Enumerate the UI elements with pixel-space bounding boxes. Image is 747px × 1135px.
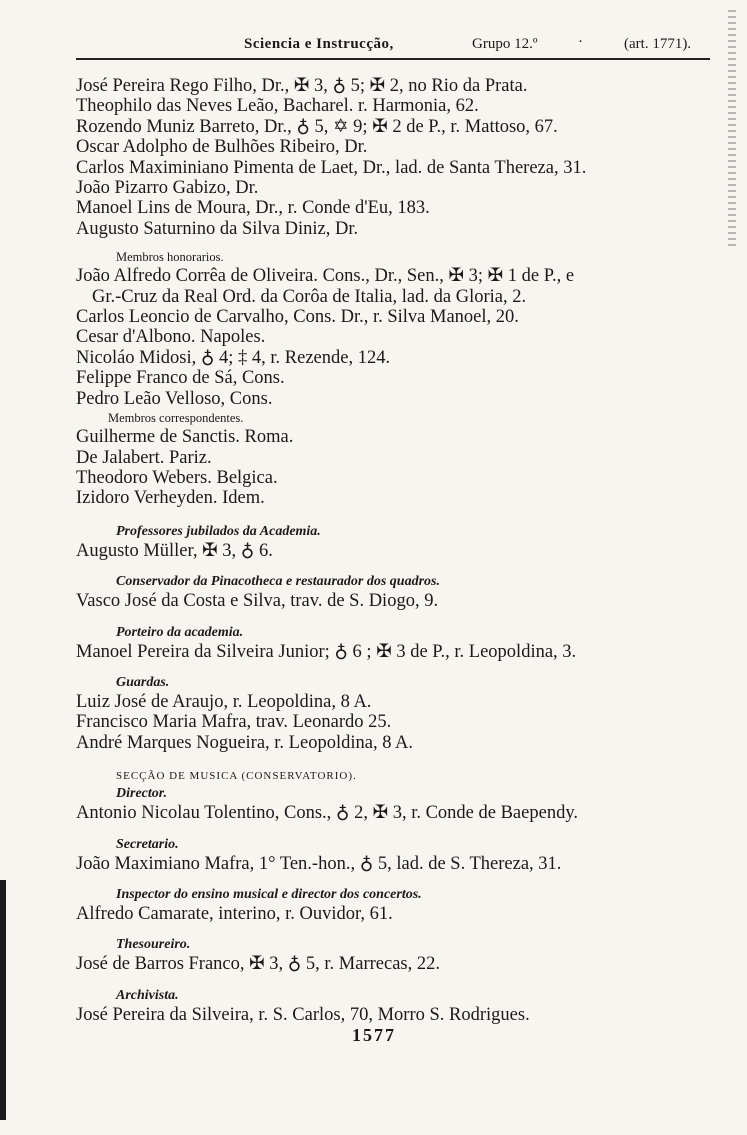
section-heading: Professores jubilados da Academia. [116, 523, 321, 539]
section-heading: Thesoureiro. [116, 937, 191, 953]
entry-line: José Pereira da Silveira, r. S. Carlos, 70, Morro S. Rodrigues. [76, 1004, 530, 1025]
header-group: Grupo 12.º [472, 36, 538, 52]
entry-line: Nicoláo Midosi, ♁ 4; ‡ 4, r. Rezende, 124. [76, 347, 391, 368]
directory-body [76, 76, 716, 1025]
entry-line: Izidoro Verheyden. Idem. [76, 488, 265, 509]
entry-line: Augusto Saturnino da Silva Diniz, Dr. [76, 218, 359, 239]
entry-line: Felippe Franco de Sá, Cons. [76, 368, 285, 389]
honorarios-label: Membros honorarios. [116, 250, 224, 265]
section-heading: Director. [116, 786, 167, 802]
entry-line: Luiz José de Araujo, r. Leopoldina, 8 A. [76, 691, 372, 712]
entry-line: João Maximiano Mafra, 1° Ten.-hon., ♁ 5, lad. de S. Thereza, 31. [76, 853, 562, 874]
entry-line: Vasco José da Costa e Silva, trav. de S. Diogo, 9. [76, 591, 439, 612]
entry-line: De Jalabert. Pariz. [76, 447, 212, 468]
section-heading: Inspector do ensino musical e director dos concertos. [116, 886, 422, 902]
music-section-title: SECÇÃO DE MUSICA (CONSERVATORIO). [116, 770, 357, 783]
entry-line: José de Barros Franco, ✠ 3, ♁ 5, r. Marrecas, 22. [76, 954, 440, 975]
section-heading: Secretario. [116, 836, 179, 852]
entry-line: Antonio Nicolau Tolentino, Cons., ♁ 2, ✠ 3, r. Conde de Baependy. [76, 803, 578, 824]
entry-line: Theodoro Webers. Belgica. [76, 467, 278, 488]
entry-line: José Pereira Rego Filho, Dr., ✠ 3, ♁ 5; ✠ 2, no Rio da Prata. [76, 76, 528, 96]
header-article: (art. 1771). [624, 36, 692, 52]
header-title: Sciencia e Instrucção, [244, 36, 394, 52]
correspondentes-label: Membros correspondentes. [108, 411, 244, 426]
entry-line: Alfredo Camarate, interino, r. Ouvidor, 61. [76, 903, 393, 924]
entry-line: Francisco Maria Mafra, trav. Leonardo 25. [76, 712, 392, 733]
page-number: 1577 [352, 1025, 396, 1045]
entry-line: Pedro Leão Velloso, Cons. [76, 388, 273, 409]
entry-line: Carlos Maximiniano Pimenta de Laet, Dr., lad. de Santa Thereza, 31. [76, 157, 587, 178]
entry-line: Gr.-Cruz da Real Ord. da Corôa de Italia, lad. da Gloria, 2. [92, 286, 527, 307]
entry-line: Oscar Adolpho de Bulhões Ribeiro, Dr. [76, 137, 368, 158]
entry-line: André Marques Nogueira, r. Leopoldina, 8 A. [76, 732, 414, 753]
section-heading: Conservador da Pinacotheca e restaurador dos quadros. [116, 574, 440, 590]
running-header [0, 32, 747, 58]
entry-line: Carlos Leoncio de Carvalho, Cons. Dr., r. Silva Manoel, 20. [76, 307, 519, 328]
entry-line: Augusto Müller, ✠ 3, ♁ 6. [76, 540, 273, 561]
section-heading: Porteiro da academia. [116, 624, 244, 640]
entry-line: Cesar d'Albono. Napoles. [76, 327, 266, 348]
entry-line: Manoel Pereira da Silveira Junior; ♁ 6 ; ✠ 3 de P., r. Leopoldina, 3. [76, 641, 577, 662]
entry-line: João Pizarro Gabizo, Dr. [76, 178, 259, 199]
entry-line: Theophilo das Neves Leão, Bacharel. r. Harmonia, 62. [76, 96, 479, 117]
header-rule [76, 58, 710, 60]
section-heading: Archivista. [116, 987, 179, 1003]
entry-line: Manoel Lins de Moura, Dr., r. Conde d'Eu, 183. [76, 198, 430, 219]
header-dot: · [578, 34, 583, 50]
entry-line: Guilherme de Sanctis. Roma. [76, 427, 294, 448]
section-heading: Guardas. [116, 674, 170, 690]
scan-edge-right [728, 10, 736, 250]
entry-line: Rozendo Muniz Barreto, Dr., ♁ 5, ✡ 9; ✠ 2 de P., r. Mattoso, 67. [76, 116, 558, 137]
scan-edge-left [0, 880, 6, 1120]
entry-line: João Alfredo Corrêa de Oliveira. Cons., Dr., Sen., ✠ 3; ✠ 1 de P., e [76, 266, 575, 287]
